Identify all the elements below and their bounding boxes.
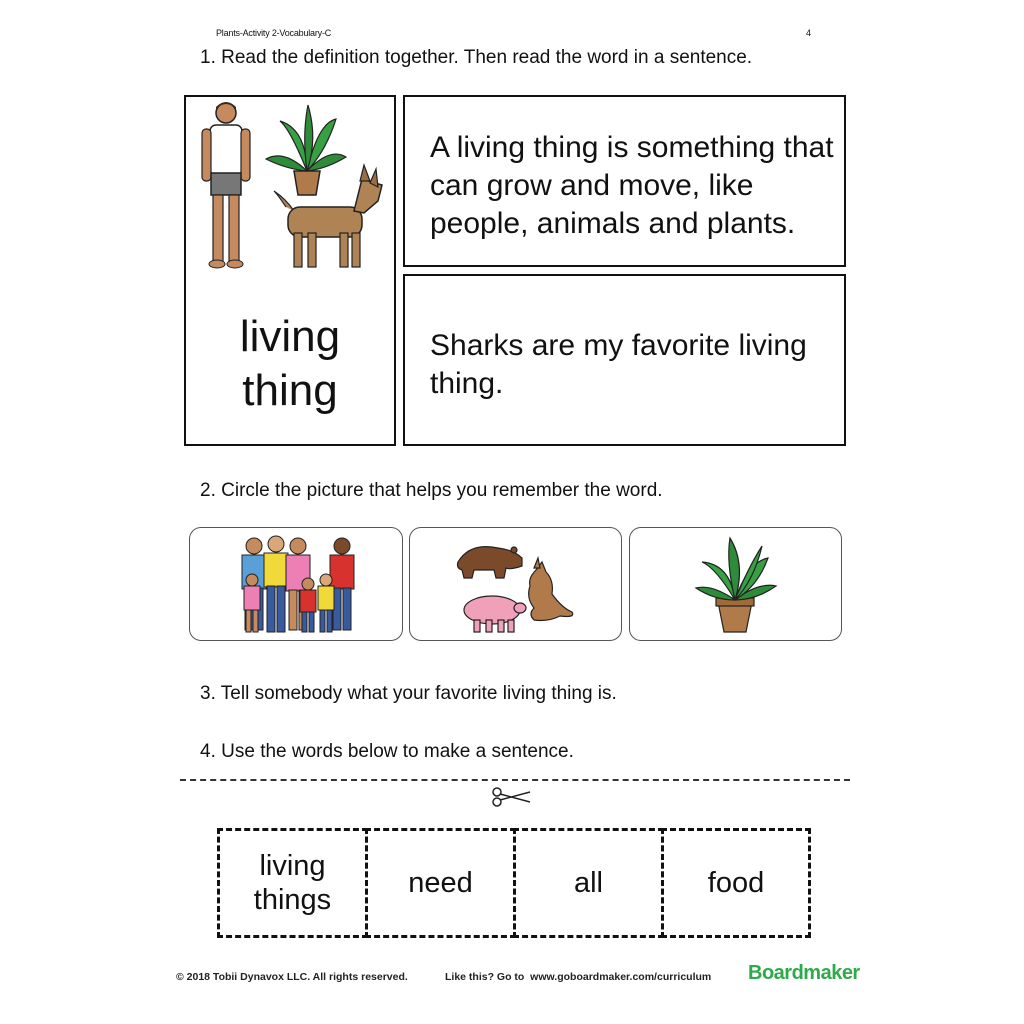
word-card-2[interactable] bbox=[365, 828, 516, 938]
definition-text: A living thing is something that can grow and move, like people, animals and plants. bbox=[430, 131, 834, 240]
picture-choice-plant[interactable] bbox=[629, 527, 842, 641]
picture-choice-animals[interactable] bbox=[409, 527, 622, 641]
cut-line bbox=[180, 779, 850, 781]
vocabulary-word-line1: living bbox=[239, 312, 341, 361]
plant-icon bbox=[266, 105, 346, 195]
boardmaker-logo: Boardmaker bbox=[748, 962, 860, 984]
word-card-4[interactable] bbox=[661, 828, 811, 938]
example-sentence: Sharks are my favorite living thing. bbox=[430, 329, 807, 400]
word-card-3-text: all bbox=[573, 867, 603, 899]
bear-icon bbox=[458, 547, 523, 578]
picture-choice-people[interactable] bbox=[189, 527, 403, 641]
instruction-3: 3. Tell somebody what your favorite living thing is. bbox=[200, 683, 617, 704]
vocabulary-word-line2: thing bbox=[242, 366, 338, 415]
word-card-1[interactable] bbox=[217, 828, 368, 938]
scissors-icon bbox=[492, 787, 532, 807]
vocabulary-word-card bbox=[184, 95, 396, 446]
word-card-3[interactable] bbox=[513, 828, 664, 938]
potted-plant-icon bbox=[630, 528, 842, 641]
living-things-illustration bbox=[194, 99, 390, 275]
instruction-2: 2. Circle the picture that helps you remember the word. bbox=[200, 480, 663, 501]
dog-icon bbox=[274, 165, 382, 267]
man-icon bbox=[202, 102, 250, 268]
animals-illustration bbox=[410, 528, 622, 641]
page-number: 4 bbox=[806, 28, 811, 38]
family-icon bbox=[190, 528, 403, 641]
instruction-4: 4. Use the words below to make a sentence. bbox=[200, 741, 574, 762]
curriculum-link[interactable]: Like this? Go to www.goboardmaker.com/curriculum bbox=[445, 971, 712, 983]
word-card-2-text: need bbox=[408, 867, 473, 899]
pig-icon bbox=[464, 596, 526, 632]
definition-box bbox=[403, 95, 846, 267]
copyright-notice: © 2018 Tobii Dynavox LLC. All rights reserved. bbox=[176, 971, 408, 983]
sentence-box bbox=[403, 274, 846, 446]
worksheet-title: Plants-Activity 2-Vocabulary-C bbox=[216, 28, 332, 38]
word-card-4-text: food bbox=[707, 867, 765, 899]
instruction-1: 1. Read the definition together. Then read the word in a sentence. bbox=[200, 47, 753, 68]
word-card-1-text: living things bbox=[253, 850, 332, 916]
kangaroo-icon bbox=[529, 558, 573, 621]
